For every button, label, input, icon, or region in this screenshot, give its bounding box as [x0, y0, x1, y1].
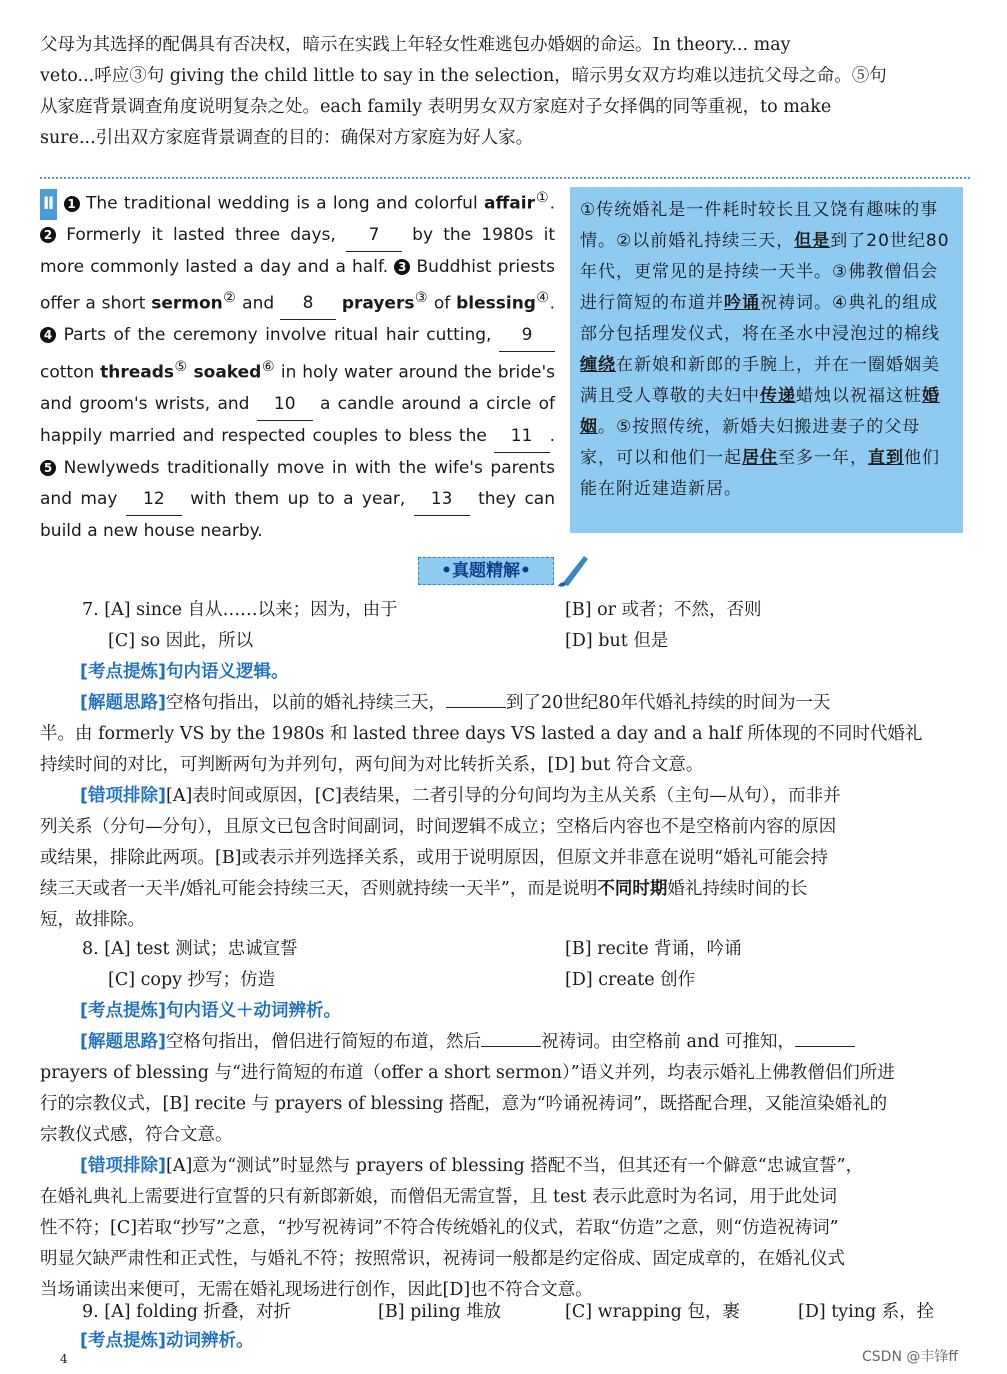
translation-key-1: 但是: [794, 231, 831, 251]
watermark: CSDN @丰锋ff: [862, 1349, 959, 1365]
q9-option-c[interactable]: [C] wrapping 包，裹: [565, 1302, 740, 1322]
intro-line-4: sure...引出双方家庭背景调查的目的：确保对方家庭为好人家。: [40, 128, 534, 148]
q7-paichu-2: 列关系（分句—分句），且原文已包含时间副词，时间逻辑不成立；空格后内容也不是空格前内容的原因: [40, 817, 837, 837]
sentence-2-icon: 2: [40, 227, 56, 243]
translation-part-6: 。⑤按照传统，新婚夫妇搬进妻子的父母家，可以和他们一起: [580, 417, 921, 468]
blank-10[interactable]: 10: [257, 389, 313, 421]
section-banner: •真题精解•: [418, 557, 554, 585]
intro-line-2: veto...呼应③句 giving the child little to say in the selection，暗示男女双方均难以违抗父母之命。⑤句: [40, 66, 887, 86]
q7-inline-blank: [446, 707, 506, 708]
q8-paichu-5: 当场诵读出来便可，无需在婚礼现场进行创作，因此[D]也不符合文意。: [40, 1280, 593, 1300]
translation-key-6: 居住: [742, 448, 778, 468]
english-passage: Ⅱ 1 The traditional wedding is a long and colorful affair①. 2 Formerly it lasted three days, 7 by the 1980s it more commonly lasted a day and a half. 3 Buddhist priests offer a short sermon② and 8 prayers③ of blessing④. 4 Parts of the ceremony involve ritual hair cutting, 9 cotton threads⑤ soaked⑥ in holy water around the bride's and groom's wrists, and 10 a candle around a circle of happily married and respected couples to bless the 11 . 5 Newlyweds traditionally move in with the wife's parents and may 12 with them up to a year, 13 they can build a new house nearby.: [40, 190, 556, 541]
blank-7[interactable]: 7: [346, 220, 402, 252]
sentence-5b: with them up to a year,: [190, 488, 406, 509]
sentence-2: Formerly it lasted three days,: [66, 224, 336, 245]
q8-silu-3: 行的宗教仪式，[B] recite 与 prayers of blessing 搭配，意为“吟诵祝祷词”，既搭配合理，又能渲染婚礼的: [40, 1094, 888, 1114]
sentence-2b: by the 1980s it more commonly lasted a day and a half.: [40, 224, 555, 277]
q7-option-d[interactable]: [D] but 但是: [565, 631, 669, 651]
translation-part-2: 到了20世纪80年代，更常见的是持续一天半。③佛教僧侣会进行简短的布道并: [580, 231, 950, 313]
q8-paichu-2: 在婚礼典礼上需要进行宣誓的只有新郎新娘，而僧侣无需宣誓，且 test 表示此意时为名词，用于此处词: [40, 1187, 838, 1207]
section-number: Ⅱ: [40, 189, 57, 220]
word-sermon: sermon: [151, 293, 223, 314]
sentence-3-icon: 3: [394, 259, 410, 275]
q9-tag-kaodian: [考点提炼]: [80, 1331, 166, 1351]
intro-paragraph: [40, 30, 970, 154]
q7-paichu-3: 或结果，排除此两项。[B]或表示并列选择关系，或用于说明原因，但原文并非意在说明“婚礼可能会持: [40, 848, 828, 868]
sentence-5c: they can build a new house nearby.: [40, 488, 556, 541]
q7-paichu-5: 短，故排除。: [40, 910, 145, 930]
translation-key-3: 缠绕: [580, 355, 616, 375]
word-threads: threads: [100, 362, 175, 383]
sentence-1-icon: 1: [64, 196, 80, 212]
q9-option-b[interactable]: [B] piling 堆放: [378, 1302, 502, 1322]
translation-box: [570, 187, 963, 533]
q8-inline-blank-1: [481, 1046, 541, 1047]
q7-silu-1: 空格句指出，以前的婚礼持续三天，: [166, 693, 446, 713]
word-cotton: cotton: [40, 362, 95, 383]
sentence-4b: in holy water around the bride's and groom's wrists, and: [40, 362, 556, 414]
q7-silu-3: 持续时间的对比，可判断两句为并列句，两句间为对比转折关系，[D] but 符合文意。: [40, 755, 704, 775]
q9-option-d[interactable]: [D] tying 系，拴: [798, 1302, 935, 1322]
sentence-3: Buddhist priests offer a short: [40, 256, 555, 314]
blank-12[interactable]: 12: [126, 484, 182, 516]
q7-silu-1b: 到了20世纪80年代婚礼持续的时间为一天: [506, 693, 831, 713]
word-soaked: soaked: [193, 362, 262, 383]
sentence-4-icon: 4: [40, 327, 56, 343]
q8-inline-blank-2: [795, 1046, 855, 1047]
translation-key-4: 传递: [760, 386, 796, 406]
q7-option-b[interactable]: [B] or 或者；不然，否则: [565, 600, 762, 620]
q8-kaodian: 句内语义＋动词辨析。: [166, 1001, 341, 1021]
blank-11[interactable]: 11: [494, 421, 550, 453]
blank-13[interactable]: 13: [414, 484, 470, 516]
word-of: of: [433, 293, 451, 314]
q7-paichu-1: [A]表时间或原因，[C]表结果，二者引导的分句间均为主从关系（主句—从句），而非并: [166, 786, 841, 806]
q8-paichu-4: 明显欠缺严肃性和正式性，与婚礼不符；按照常识，祝祷词一般都是约定俗成、固定成章的，在婚礼仪式: [40, 1249, 845, 1269]
q8-analysis: [40, 996, 970, 1306]
q7-paichu-key: 不同时期: [597, 879, 668, 899]
blank-8[interactable]: 8: [280, 288, 336, 320]
q8-option-b[interactable]: [B] recite 背诵，吟诵: [565, 939, 742, 959]
section-divider: [40, 177, 970, 179]
word-blessing: blessing: [456, 293, 536, 314]
q9-analysis: [40, 1326, 970, 1357]
translation-part-1: ①传统婚礼是一件耗时较长且又饶有趣味的事情。②以前婚礼持续三天，: [580, 200, 939, 251]
sentence-5-icon: 5: [40, 460, 56, 476]
q7-tag-silu: [解题思路]: [80, 693, 166, 713]
q8-silu-2: prayers of blessing 与“进行简短的布道（offer a short sermon）”语义并列，均表示婚礼上佛教僧侣们所进: [40, 1063, 895, 1083]
sentence-4c: a candle around a circle of happily married and respected couples to bless the: [40, 393, 555, 446]
q7-tag-kaodian: [考点提炼]: [80, 662, 166, 682]
q8-silu-4: 宗教仪式感，符合文意。: [40, 1125, 233, 1145]
page-number: 4: [60, 1352, 68, 1366]
translation-key-7: 直到: [868, 448, 904, 468]
q8-silu-1b: 祝祷词。由空格前 and 可推知，: [541, 1032, 796, 1052]
q7-tag-paichu: [错项排除]: [80, 786, 166, 806]
q7-option-c[interactable]: [C] so 因此，所以: [108, 631, 254, 651]
translation-key-2: 吟诵: [724, 293, 760, 313]
word-affair: affair: [484, 193, 535, 214]
blank-9[interactable]: 9: [499, 320, 555, 352]
translation-part-4: 在新娘和新郎的手腕上，并在一圈婚姻美满且受人尊敬的夫妇中: [580, 355, 940, 406]
q9-option-a[interactable]: 9. [A] folding 折叠，对折: [82, 1302, 292, 1322]
q8-tag-paichu: [错项排除]: [80, 1156, 166, 1176]
intro-line-3: 从家庭背景调查角度说明复杂之处。each family 表明男女双方家庭对子女择偶的同等重视，to make: [40, 97, 832, 117]
translation-part-7: 至多一年，: [778, 448, 868, 468]
sentence-4: Parts of the ceremony involve ritual hair cutting,: [63, 325, 492, 346]
q8-option-c[interactable]: [C] copy 抄写；仿造: [108, 970, 276, 990]
word-prayers: prayers: [341, 293, 415, 314]
q8-silu-1: 空格句指出，僧侣进行简短的布道，然后: [166, 1032, 481, 1052]
q7-analysis: [40, 657, 970, 936]
q7-silu-2: 半。由 formerly VS by the 1980s 和 lasted three days VS lasted a day and a half 所体现的不同时代婚礼: [40, 724, 923, 744]
q9-kaodian: 动词辨析。: [166, 1331, 254, 1351]
q7-kaodian: 句内语义逻辑。: [166, 662, 289, 682]
brush-icon: [556, 550, 592, 588]
intro-line-1: 父母为其选择的配偶具有否决权，暗示在实践上年轻女性难逃包办婚姻的命运。In theory... may: [40, 35, 791, 55]
q7-paichu-4a: 续三天或者一天半/婚礼可能会持续三天，否则就持续一天半”，而是说明: [40, 879, 598, 899]
q8-paichu-1: [A]意为“测试”时显然与 prayers of blessing 搭配不当，但其还有一个僻意“忠诚宣誓”，: [166, 1156, 864, 1176]
q8-tag-kaodian: [考点提炼]: [80, 1001, 166, 1021]
q7-paichu-4b: 婚礼持续时间的长: [667, 879, 808, 899]
sentence-5: Newlyweds traditionally move in with the wife's parents and may: [40, 457, 556, 509]
q8-option-d[interactable]: [D] create 创作: [565, 970, 696, 990]
translation-part-8: 他们能在附近建造新居。: [580, 448, 940, 499]
translation-part-5: 蜡烛以祝福这桩: [796, 386, 922, 406]
translation-key-5: 婚姻: [580, 386, 940, 437]
q8-paichu-3: 性不符；[C]若取“抄写”之意，“抄写祝祷词”不符合传统婚礼的仪式，若取“仿造”之意，则“仿造祝祷词”: [40, 1218, 839, 1238]
translation-part-3: 祝祷词。④典礼的组成部分包括理发仪式，将在圣水中浸泡过的棉线: [580, 293, 940, 344]
q7-option-a[interactable]: 7. [A] since 自从……以来；因为，由于: [82, 600, 398, 620]
q8-option-a[interactable]: 8. [A] test 测试；忠诚宣誓: [82, 939, 298, 959]
q8-tag-silu: [解题思路]: [80, 1032, 166, 1052]
sentence-1: The traditional wedding is a long and colorful: [85, 193, 478, 214]
word-and: and: [242, 293, 275, 314]
